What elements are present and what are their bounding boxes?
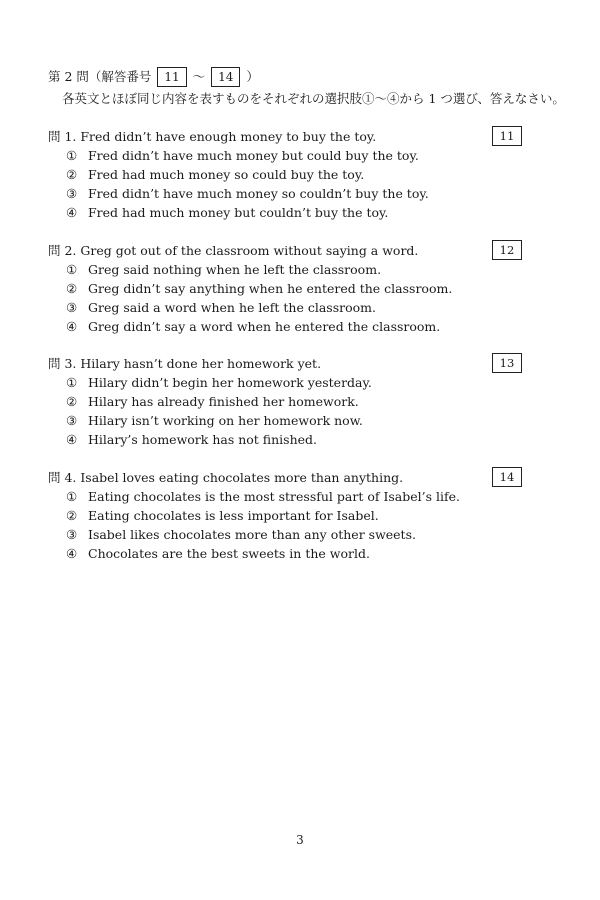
option-item[interactable]: [66, 430, 528, 449]
option-number: ②: [66, 508, 78, 523]
option-text: Fred had much money so could buy the toy.: [88, 167, 365, 182]
question-stem: 問 4. Isabel loves eating chocolates more than anything.: [48, 470, 404, 485]
question-2: [48, 241, 528, 336]
option-number: ④: [66, 432, 78, 447]
option-text: Fred didn’t have much money but could buy the toy.: [88, 148, 419, 163]
option-number: ①: [66, 375, 78, 390]
answer-number-box: 12: [492, 240, 522, 260]
option-text: Greg didn’t say a word when he entered the classroom.: [88, 319, 441, 334]
option-number: ④: [66, 546, 78, 561]
option-number: ②: [66, 167, 78, 182]
option-item[interactable]: [66, 544, 528, 563]
option-text: Hilary has already finished her homework.: [88, 394, 359, 409]
option-item[interactable]: [66, 392, 528, 411]
option-number: ①: [66, 489, 78, 504]
option-item[interactable]: [66, 506, 528, 525]
option-list: [48, 260, 528, 336]
option-number: ②: [66, 281, 78, 296]
option-text: Hilary didn’t begin her homework yesterday.: [88, 375, 372, 390]
option-number: ①: [66, 262, 78, 277]
option-item[interactable]: [66, 411, 528, 430]
option-item[interactable]: [66, 373, 528, 392]
option-item[interactable]: [66, 279, 528, 298]
option-item[interactable]: [66, 184, 528, 203]
answer-number-box: 13: [492, 353, 522, 373]
answer-range-end-box: 14: [211, 67, 240, 87]
option-item[interactable]: [66, 165, 528, 184]
option-text: Hilary’s homework has not finished.: [88, 432, 318, 447]
option-text: Isabel likes chocolates more than any other sweets.: [88, 527, 416, 542]
option-text: Greg said a word when he left the classroom.: [88, 300, 376, 315]
question-3: [48, 354, 528, 449]
option-list: [48, 487, 528, 563]
question-1: [48, 127, 528, 222]
question-stem: 問 3. Hilary hasn’t done her homework yet.: [48, 356, 322, 371]
option-item[interactable]: [66, 317, 528, 336]
answer-number-box: 14: [492, 467, 522, 487]
option-item[interactable]: [66, 203, 528, 222]
option-number: ③: [66, 186, 78, 201]
section-label: 第 2 問（解答番号: [48, 69, 152, 84]
option-number: ③: [66, 413, 78, 428]
close-paren: ）: [246, 69, 259, 84]
section-header: [48, 66, 259, 88]
option-item[interactable]: [66, 260, 528, 279]
option-text: Chocolates are the best sweets in the world.: [88, 546, 370, 561]
answer-number-box: 11: [492, 126, 522, 146]
option-text: Fred had much money but couldn’t buy the toy.: [88, 205, 389, 220]
option-number: ①: [66, 148, 78, 163]
option-number: ②: [66, 394, 78, 409]
instruction-text: 各英文とほぼ同じ内容を表すものをそれぞれの選択肢①～④から 1 つ選び、答えなさい。: [62, 91, 565, 106]
option-number: ③: [66, 300, 78, 315]
option-item[interactable]: [66, 146, 528, 165]
option-text: Eating chocolates is less important for Isabel.: [88, 508, 379, 523]
option-text: Hilary isn’t working on her homework now.: [88, 413, 363, 428]
answer-range-start-box: 11: [157, 67, 186, 87]
option-list: [48, 146, 528, 222]
range-tilde: ～: [192, 69, 206, 84]
question-stem: 問 2. Greg got out of the classroom without saying a word.: [48, 243, 419, 258]
option-item[interactable]: [66, 487, 528, 506]
option-number: ④: [66, 319, 78, 334]
option-text: Greg didn’t say anything when he entered the classroom.: [88, 281, 453, 296]
option-number: ③: [66, 527, 78, 542]
option-item[interactable]: [66, 525, 528, 544]
question-stem: 問 1. Fred didn’t have enough money to buy the toy.: [48, 129, 377, 144]
option-item[interactable]: [66, 298, 528, 317]
option-list: [48, 373, 528, 449]
question-4: [48, 468, 528, 563]
option-text: Eating chocolates is the most stressful part of Isabel’s life.: [88, 489, 461, 504]
option-text: Greg said nothing when he left the classroom.: [88, 262, 382, 277]
option-number: ④: [66, 205, 78, 220]
option-text: Fred didn’t have much money so couldn’t buy the toy.: [88, 186, 429, 201]
page-number: 3: [296, 833, 304, 847]
